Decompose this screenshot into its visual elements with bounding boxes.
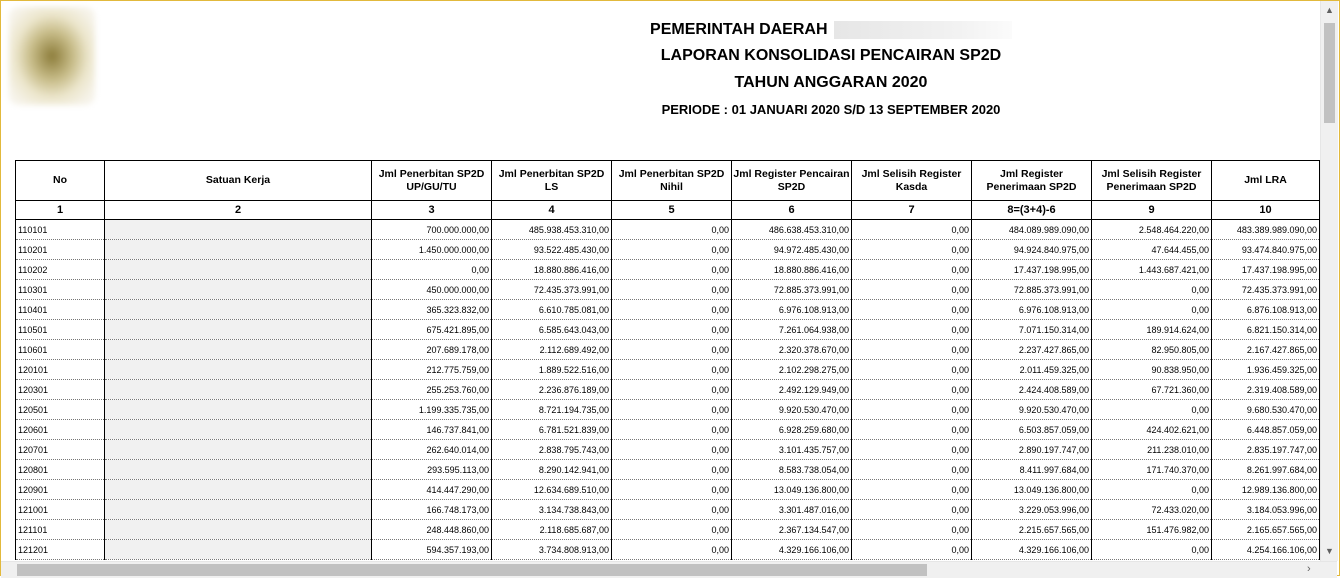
column-number: 5 <box>612 201 732 220</box>
amount-cell: 2.165.657.565,00 <box>1212 520 1320 540</box>
column-number: 7 <box>852 201 972 220</box>
amount-cell: 0,00 <box>852 300 972 320</box>
amount-cell: 486.638.453.310,00 <box>732 220 852 240</box>
amount-cell: 82.950.805,00 <box>1092 340 1212 360</box>
column-number: 3 <box>372 201 492 220</box>
row-code: 110601 <box>16 340 105 360</box>
amount-cell: 0,00 <box>612 420 732 440</box>
amount-cell: 47.644.455,00 <box>1092 240 1212 260</box>
row-code: 110202 <box>16 260 105 280</box>
column-number: 2 <box>105 201 372 220</box>
vertical-scrollbar[interactable] <box>1320 1 1338 561</box>
column-number-row <box>16 201 1320 220</box>
amount-cell: 365.323.832,00 <box>372 300 492 320</box>
row-code: 120501 <box>16 400 105 420</box>
amount-cell: 8.583.738.054,00 <box>732 460 852 480</box>
row-code: 120701 <box>16 440 105 460</box>
redacted-work-unit <box>105 220 372 240</box>
amount-cell: 3.229.053.996,00 <box>972 500 1092 520</box>
amount-cell: 0,00 <box>1092 280 1212 300</box>
table-row <box>16 240 1320 260</box>
horizontal-scrollbar[interactable] <box>1 561 1337 578</box>
redacted-work-unit <box>105 340 372 360</box>
amount-cell: 2.118.685.687,00 <box>492 520 612 540</box>
redacted-work-unit <box>105 480 372 500</box>
amount-cell: 9.920.530.470,00 <box>972 400 1092 420</box>
table-row <box>16 500 1320 520</box>
amount-cell: 146.737.841,00 <box>372 420 492 440</box>
column-header: Jml Penerbitan SP2D Nihil <box>612 161 732 201</box>
amount-cell: 8.261.997.684,00 <box>1212 460 1320 480</box>
amount-cell: 3.134.738.843,00 <box>492 500 612 520</box>
amount-cell: 3.301.487.016,00 <box>732 500 852 520</box>
amount-cell: 0,00 <box>612 280 732 300</box>
table-row <box>16 460 1320 480</box>
amount-cell: 1.889.522.516,00 <box>492 360 612 380</box>
amount-cell: 4.329.166.106,00 <box>972 540 1092 560</box>
table-row <box>16 300 1320 320</box>
amount-cell: 13.049.136.800,00 <box>732 480 852 500</box>
amount-cell: 0,00 <box>852 500 972 520</box>
table-row <box>16 440 1320 460</box>
amount-cell: 1.450.000.000,00 <box>372 240 492 260</box>
amount-cell: 0,00 <box>1092 300 1212 320</box>
amount-cell: 9.680.530.470,00 <box>1212 400 1320 420</box>
amount-cell: 0,00 <box>1092 480 1212 500</box>
amount-cell: 0,00 <box>612 460 732 480</box>
vertical-scroll-thumb[interactable] <box>1324 23 1335 123</box>
amount-cell: 6.928.259.680,00 <box>732 420 852 440</box>
regional-emblem-logo <box>9 7 95 105</box>
table-row <box>16 220 1320 240</box>
amount-cell: 166.748.173,00 <box>372 500 492 520</box>
amount-cell: 0,00 <box>852 240 972 260</box>
amount-cell: 17.437.198.995,00 <box>972 260 1092 280</box>
redacted-work-unit <box>105 540 372 560</box>
amount-cell: 9.920.530.470,00 <box>732 400 852 420</box>
amount-cell: 212.775.759,00 <box>372 360 492 380</box>
amount-cell: 18.880.886.416,00 <box>492 260 612 280</box>
amount-cell: 18.880.886.416,00 <box>732 260 852 280</box>
column-header: Jml Penerbitan SP2D UP/GU/TU <box>372 161 492 201</box>
amount-cell: 1.199.335.735,00 <box>372 400 492 420</box>
amount-cell: 0,00 <box>852 440 972 460</box>
column-number: 10 <box>1212 201 1320 220</box>
table-row <box>16 480 1320 500</box>
table-row <box>16 540 1320 560</box>
column-header: Jml Selisih Register Penerimaan SP2D <box>1092 161 1212 201</box>
amount-cell: 0,00 <box>612 440 732 460</box>
amount-cell: 675.421.895,00 <box>372 320 492 340</box>
amount-cell: 94.924.840.975,00 <box>972 240 1092 260</box>
column-number: 9 <box>1092 201 1212 220</box>
amount-cell: 2.167.427.865,00 <box>1212 340 1320 360</box>
amount-cell: 2.838.795.743,00 <box>492 440 612 460</box>
amount-cell: 248.448.860,00 <box>372 520 492 540</box>
amount-cell: 0,00 <box>612 320 732 340</box>
amount-cell: 0,00 <box>852 380 972 400</box>
redacted-work-unit <box>105 420 372 440</box>
redacted-work-unit <box>105 380 372 400</box>
amount-cell: 0,00 <box>612 300 732 320</box>
column-header: Satuan Kerja <box>105 161 372 201</box>
amount-cell: 6.976.108.913,00 <box>972 300 1092 320</box>
amount-cell: 485.938.453.310,00 <box>492 220 612 240</box>
amount-cell: 0,00 <box>852 320 972 340</box>
amount-cell: 6.876.108.913,00 <box>1212 300 1320 320</box>
column-header-row <box>16 161 1320 201</box>
amount-cell: 13.049.136.800,00 <box>972 480 1092 500</box>
amount-cell: 484.089.989.090,00 <box>972 220 1092 240</box>
amount-cell: 2.367.134.547,00 <box>732 520 852 540</box>
amount-cell: 0,00 <box>372 260 492 280</box>
amount-cell: 0,00 <box>612 240 732 260</box>
amount-cell: 700.000.000,00 <box>372 220 492 240</box>
amount-cell: 0,00 <box>612 540 732 560</box>
row-code: 121101 <box>16 520 105 540</box>
amount-cell: 3.734.808.913,00 <box>492 540 612 560</box>
amount-cell: 0,00 <box>1092 540 1212 560</box>
row-code: 121201 <box>16 540 105 560</box>
amount-cell: 2.102.298.275,00 <box>732 360 852 380</box>
amount-cell: 8.411.997.684,00 <box>972 460 1092 480</box>
amount-cell: 211.238.010,00 <box>1092 440 1212 460</box>
amount-cell: 424.402.621,00 <box>1092 420 1212 440</box>
redacted-work-unit <box>105 460 372 480</box>
amount-cell: 72.435.373.991,00 <box>1212 280 1320 300</box>
amount-cell: 0,00 <box>1092 400 1212 420</box>
amount-cell: 0,00 <box>612 520 732 540</box>
table-row <box>16 320 1320 340</box>
amount-cell: 293.595.113,00 <box>372 460 492 480</box>
row-code: 120301 <box>16 380 105 400</box>
amount-cell: 2.424.408.589,00 <box>972 380 1092 400</box>
amount-cell: 0,00 <box>612 340 732 360</box>
amount-cell: 483.389.989.090,00 <box>1212 220 1320 240</box>
amount-cell: 151.476.982,00 <box>1092 520 1212 540</box>
column-header: Jml Selisih Register Kasda <box>852 161 972 201</box>
amount-cell: 0,00 <box>852 400 972 420</box>
amount-cell: 4.329.166.106,00 <box>732 540 852 560</box>
amount-cell: 2.320.378.670,00 <box>732 340 852 360</box>
column-header: Jml LRA <box>1212 161 1320 201</box>
amount-cell: 255.253.760,00 <box>372 380 492 400</box>
row-code: 121001 <box>16 500 105 520</box>
redacted-work-unit <box>105 360 372 380</box>
amount-cell: 0,00 <box>612 220 732 240</box>
column-number: 8=(3+4)-6 <box>972 201 1092 220</box>
redacted-work-unit <box>105 300 372 320</box>
amount-cell: 72.435.373.991,00 <box>492 280 612 300</box>
redacted-work-unit <box>105 320 372 340</box>
amount-cell: 72.885.373.991,00 <box>732 280 852 300</box>
redacted-work-unit <box>105 520 372 540</box>
amount-cell: 2.237.427.865,00 <box>972 340 1092 360</box>
amount-cell: 0,00 <box>852 340 972 360</box>
amount-cell: 0,00 <box>852 220 972 240</box>
amount-cell: 594.357.193,00 <box>372 540 492 560</box>
amount-cell: 0,00 <box>852 480 972 500</box>
amount-cell: 4.254.166.106,00 <box>1212 540 1320 560</box>
amount-cell: 6.448.857.059,00 <box>1212 420 1320 440</box>
amount-cell: 0,00 <box>852 360 972 380</box>
amount-cell: 0,00 <box>852 280 972 300</box>
amount-cell: 6.610.785.081,00 <box>492 300 612 320</box>
amount-cell: 0,00 <box>852 540 972 560</box>
redacted-work-unit <box>105 500 372 520</box>
amount-cell: 2.112.689.492,00 <box>492 340 612 360</box>
amount-cell: 2.548.464.220,00 <box>1092 220 1212 240</box>
table-row <box>16 340 1320 360</box>
amount-cell: 0,00 <box>852 260 972 280</box>
table-row <box>16 420 1320 440</box>
amount-cell: 1.443.687.421,00 <box>1092 260 1212 280</box>
amount-cell: 7.261.064.938,00 <box>732 320 852 340</box>
amount-cell: 12.634.689.510,00 <box>492 480 612 500</box>
column-number: 6 <box>732 201 852 220</box>
column-header: Jml Register Pencairan SP2D <box>732 161 852 201</box>
row-code: 110101 <box>16 220 105 240</box>
horizontal-scroll-thumb[interactable] <box>17 564 927 576</box>
row-code: 120901 <box>16 480 105 500</box>
redacted-work-unit <box>105 280 372 300</box>
row-code: 120601 <box>16 420 105 440</box>
government-label: PEMERINTAH DAERAH <box>650 21 828 39</box>
amount-cell: 2.236.876.189,00 <box>492 380 612 400</box>
column-header: No <box>16 161 105 201</box>
amount-cell: 0,00 <box>852 420 972 440</box>
amount-cell: 2.492.129.949,00 <box>732 380 852 400</box>
table-row <box>16 260 1320 280</box>
redacted-work-unit <box>105 440 372 460</box>
amount-cell: 6.976.108.913,00 <box>732 300 852 320</box>
amount-cell: 8.721.194.735,00 <box>492 400 612 420</box>
amount-cell: 189.914.624,00 <box>1092 320 1212 340</box>
amount-cell: 171.740.370,00 <box>1092 460 1212 480</box>
column-number: 1 <box>16 201 105 220</box>
amount-cell: 262.640.014,00 <box>372 440 492 460</box>
amount-cell: 450.000.000,00 <box>372 280 492 300</box>
column-header: Jml Register Penerimaan SP2D <box>972 161 1092 201</box>
amount-cell: 6.585.643.043,00 <box>492 320 612 340</box>
redacted-work-unit <box>105 240 372 260</box>
amount-cell: 0,00 <box>612 360 732 380</box>
amount-cell: 0,00 <box>852 520 972 540</box>
scroll-down-icon[interactable]: ▼ <box>1325 546 1334 556</box>
amount-cell: 8.290.142.941,00 <box>492 460 612 480</box>
scroll-up-icon[interactable]: ▲ <box>1325 5 1334 15</box>
row-code: 110201 <box>16 240 105 260</box>
amount-cell: 7.071.150.314,00 <box>972 320 1092 340</box>
redacted-region-name <box>834 21 1012 39</box>
amount-cell: 0,00 <box>612 480 732 500</box>
amount-cell: 2.011.459.325,00 <box>972 360 1092 380</box>
amount-cell: 0,00 <box>612 500 732 520</box>
table-row <box>16 520 1320 540</box>
row-code: 120101 <box>16 360 105 380</box>
amount-cell: 3.184.053.996,00 <box>1212 500 1320 520</box>
amount-cell: 1.936.459.325,00 <box>1212 360 1320 380</box>
amount-cell: 6.503.857.059,00 <box>972 420 1092 440</box>
column-number: 4 <box>492 201 612 220</box>
consolidation-table <box>15 160 1320 560</box>
amount-cell: 3.101.435.757,00 <box>732 440 852 460</box>
amount-cell: 72.433.020,00 <box>1092 500 1212 520</box>
row-code: 110501 <box>16 320 105 340</box>
amount-cell: 6.821.150.314,00 <box>1212 320 1320 340</box>
amount-cell: 0,00 <box>852 460 972 480</box>
report-heading-government <box>581 21 1081 39</box>
redacted-work-unit <box>105 400 372 420</box>
amount-cell: 2.890.197.747,00 <box>972 440 1092 460</box>
row-code: 110401 <box>16 300 105 320</box>
amount-cell: 93.474.840.975,00 <box>1212 240 1320 260</box>
amount-cell: 2.215.657.565,00 <box>972 520 1092 540</box>
amount-cell: 72.885.373.991,00 <box>972 280 1092 300</box>
amount-cell: 0,00 <box>612 260 732 280</box>
amount-cell: 2.835.197.747,00 <box>1212 440 1320 460</box>
scroll-right-icon[interactable]: › <box>1307 563 1311 575</box>
amount-cell: 0,00 <box>612 380 732 400</box>
report-period: PERIODE : 01 JANUARI 2020 S/D 13 SEPTEMBER 2020 <box>661 102 1001 117</box>
amount-cell: 17.437.198.995,00 <box>1212 260 1320 280</box>
redacted-work-unit <box>105 260 372 280</box>
amount-cell: 94.972.485.430,00 <box>732 240 852 260</box>
amount-cell: 2.319.408.589,00 <box>1212 380 1320 400</box>
report-title: LAPORAN KONSOLIDASI PENCAIRAN SP2D <box>660 47 1002 64</box>
table-row <box>16 380 1320 400</box>
row-code: 120801 <box>16 460 105 480</box>
amount-cell: 0,00 <box>612 400 732 420</box>
amount-cell: 6.781.521.839,00 <box>492 420 612 440</box>
amount-cell: 414.447.290,00 <box>372 480 492 500</box>
table-row <box>16 360 1320 380</box>
amount-cell: 12.989.136.800,00 <box>1212 480 1320 500</box>
table-row <box>16 280 1320 300</box>
row-code: 110301 <box>16 280 105 300</box>
amount-cell: 67.721.360,00 <box>1092 380 1212 400</box>
amount-cell: 90.838.950,00 <box>1092 360 1212 380</box>
table-row <box>16 400 1320 420</box>
column-header: Jml Penerbitan SP2D LS <box>492 161 612 201</box>
amount-cell: 207.689.178,00 <box>372 340 492 360</box>
amount-cell: 93.522.485.430,00 <box>492 240 612 260</box>
report-fiscal-year: TAHUN ANGGARAN 2020 <box>734 74 928 91</box>
